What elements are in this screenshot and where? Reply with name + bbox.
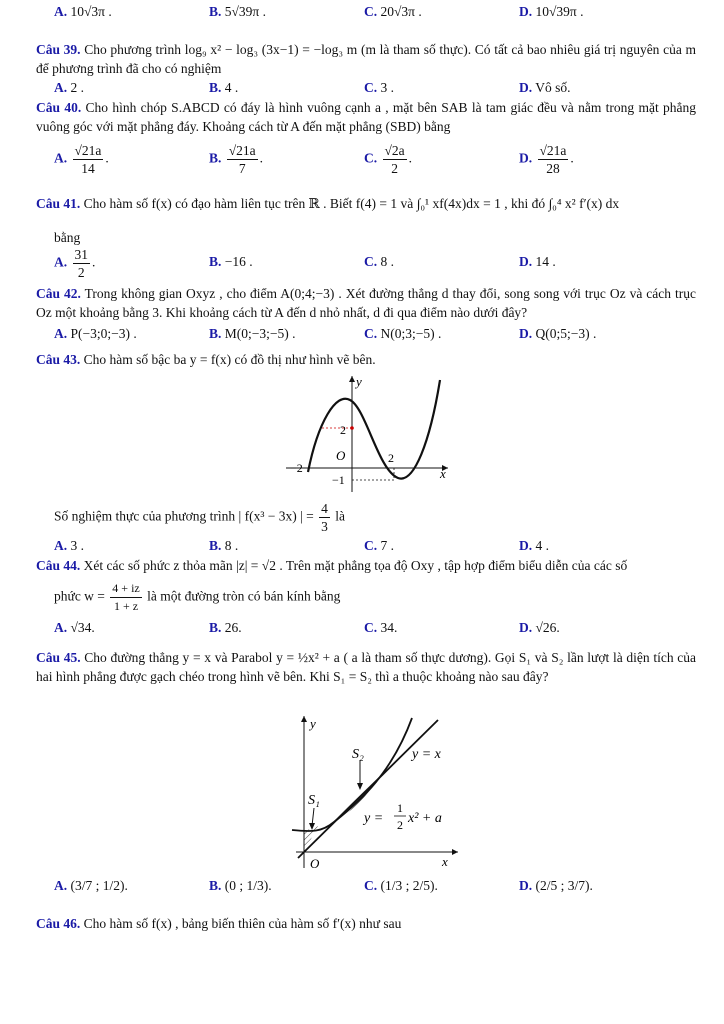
question-40-text: Cho hình chóp S.ABCD có đáy là hình vuông cạnh a , mặt bên SAB là tam giác đều và nằm trong mặt phẳng vuông góc với mặt phẳng đáy. Khoảng cách từ A đến mặt phẳng (SBD) bằng bbox=[36, 100, 696, 134]
q41-answer-a[interactable]: A. $\frac{31}{2}$ . bbox=[54, 247, 96, 280]
q44-answer-a[interactable]: A. √34. bbox=[54, 620, 95, 635]
question-42: Câu 42. Trong không gian Oxyz , cho điểm A(0;4;−3) . Xét đường thẳng d thay đổi, song song với trục Oz và cách trục Oz một khoảng bằng 3. Khi khoảng cách từ A đến d nhỏ nhất, d đi qua điểm nào dưới đây? bbox=[36, 286, 696, 320]
q43-answer-a[interactable]: A. 3 . bbox=[54, 538, 84, 553]
question-46: Câu 46. Cho hàm số f(x) , bảng biến thiên của hàm số f′(x) như sau bbox=[36, 916, 402, 931]
q45-answers bbox=[54, 878, 694, 910]
question-44: Câu 44. Xét các số phức z thỏa mãn |z| = √2 . Trên mặt phẳng tọa độ Oxy , tập hợp điểm biểu diễn của các số bbox=[36, 558, 628, 573]
q43-answer-d[interactable]: D. 4 . bbox=[519, 538, 549, 553]
q42-answer-c[interactable]: C. N(0;3;−5) . bbox=[364, 326, 442, 341]
question-46-text: Cho hàm số f(x) , bảng biến thiên của hàm số f′(x) như sau bbox=[83, 916, 402, 931]
equation: | f(x³ − 3x) | = bbox=[238, 508, 314, 524]
question-43-prompt: Số nghiệm thực của phương trình | f(x³ − 3x) | = $\frac{4}{3}$ là bbox=[54, 501, 346, 534]
q40-answers bbox=[54, 142, 694, 182]
q38-answer-d[interactable]: D. 10√39π . bbox=[519, 4, 584, 19]
q38-answer-a[interactable]: A. 10√3π . bbox=[54, 4, 112, 19]
q44-answer-b[interactable]: B. 26. bbox=[209, 620, 242, 635]
tick-label-y2: 2 bbox=[340, 423, 346, 437]
x-axis-arrow-icon bbox=[452, 849, 458, 855]
tick-label-x2: 2 bbox=[388, 451, 394, 465]
q40-answer-a[interactable]: A. $\frac{√21a}{14}$ . bbox=[54, 143, 109, 176]
q42-answers bbox=[54, 326, 694, 346]
parabola-curve bbox=[292, 718, 412, 831]
q42-answer-a[interactable]: A. P(−3;0;−3) . bbox=[54, 326, 137, 341]
origin-label: O bbox=[310, 856, 320, 871]
line-y-eq-x bbox=[298, 720, 438, 858]
y-axis-label: y bbox=[310, 716, 316, 731]
q45-answer-b[interactable]: B. (0 ; 1/3). bbox=[209, 878, 272, 893]
question-40: Câu 40. Cho hình chóp S.ABCD có đáy là hình vuông cạnh a , mặt bên SAB là tam giác đều và nằm trong mặt phẳng vuông góc với mặt phẳng đáy. Khoảng cách từ A đến mặt phẳng (SBD) bằng bbox=[36, 100, 696, 134]
q39-answers bbox=[54, 80, 694, 100]
cubic-graph bbox=[282, 372, 452, 494]
q38-answer-c[interactable]: C. 20√3π . bbox=[364, 4, 422, 19]
tick-label-xm2: −2 bbox=[290, 461, 303, 475]
tick-label-ym1: −1 bbox=[332, 473, 345, 487]
y-axis-label: y bbox=[356, 374, 362, 389]
q43-answer-b[interactable]: B. 8 . bbox=[209, 538, 239, 553]
parabola-label-suffix: x² + a bbox=[408, 811, 442, 826]
cubic-curve bbox=[308, 380, 440, 479]
q40-answer-d[interactable]: D. $\frac{√21a}{28}$ . bbox=[519, 143, 574, 176]
parabola-label-half-den: 2 bbox=[397, 818, 403, 832]
q41-answers bbox=[54, 246, 694, 286]
question-41-text: Cho hàm số f(x) có đạo hàm liên tục trên ℝ . Biết f(4) = 1 và ∫₀¹ xf(4x)dx = 1 , khi đó ∫₀⁴ x² f′(x) dx bbox=[83, 196, 620, 211]
x-axis-label: x bbox=[442, 854, 448, 869]
q39-answer-a[interactable]: A. 2 . bbox=[54, 80, 84, 95]
s2-pointer-arrow-icon bbox=[357, 783, 363, 790]
q39-answer-c[interactable]: C. 3 . bbox=[364, 80, 394, 95]
q43-answer-c[interactable]: C. 7 . bbox=[364, 538, 394, 553]
parabola-label-prefix: y = bbox=[364, 811, 384, 826]
question-41-continued: bằng bbox=[54, 230, 81, 245]
question-44-text: Xét các số phức z thỏa mãn |z| = √2 . Trên mặt phẳng tọa độ Oxy , tập hợp điểm biểu diễn của các số bbox=[83, 558, 628, 573]
s2-label: S₂ bbox=[352, 747, 364, 762]
question-44-continued: phức w = $\frac{4 + iz}{1 + z}$ là một đường tròn có bán kính bằng bbox=[54, 581, 341, 613]
q41-answer-d[interactable]: D. 14 . bbox=[519, 254, 556, 269]
q41-answer-c[interactable]: C. 8 . bbox=[364, 254, 394, 269]
question-39: Câu 39. Cho phương trình log₉ x² − log₃ (3x−1) = −log₃ m (m là tham số thực). Có tất cả bao nhiêu giá trị nguyên của m để phương trình đã cho có nghiệm bbox=[36, 42, 697, 76]
q44-answers bbox=[54, 620, 694, 640]
q42-answer-b[interactable]: B. M(0;−3;−5) . bbox=[209, 326, 296, 341]
q44-answer-d[interactable]: D. √26. bbox=[519, 620, 560, 635]
point-0-2 bbox=[350, 426, 354, 430]
q38-answers bbox=[54, 4, 694, 24]
q45-answer-d[interactable]: D. (2/5 ; 3/7). bbox=[519, 878, 593, 893]
y-axis-arrow-icon bbox=[349, 376, 355, 382]
q45-answer-a[interactable]: A. (3/7 ; 1/2). bbox=[54, 878, 128, 893]
question-45: Câu 45. Cho đường thẳng y = x và Parabol y = ½x² + a ( a là tham số thực dương). Gọi S₁ và S₂ lần lượt là diện tích của hai hình phẳng được gạch chéo trong hình vẽ bên. Khi S₁ = S₂ thì a thuộc khoảng nào sau đây? bbox=[36, 650, 696, 684]
y-axis-arrow-icon bbox=[301, 716, 307, 722]
q40-answer-c[interactable]: C. $\frac{√2a}{2}$ . bbox=[364, 143, 413, 176]
question-41: Câu 41. Cho hàm số f(x) có đạo hàm liên tục trên ℝ . Biết f(4) = 1 và ∫₀¹ xf(4x)dx = 1 , khi đó ∫₀⁴ x² f′(x) dx bbox=[36, 196, 620, 211]
question-43-text: Cho hàm số bậc ba y = f(x) có đồ thị như hình vẽ bên. bbox=[83, 352, 376, 367]
q39-answer-b[interactable]: B. 4 . bbox=[209, 80, 239, 95]
question-42-text: Trong không gian Oxyz , cho điểm A(0;4;−3) . Xét đường thẳng d thay đổi, song song với trục Oz và cách trục Oz một khoảng bằng 3. Khi khoảng cách từ A đến d nhỏ nhất, d đi qua điểm nào dưới đây? bbox=[36, 286, 696, 320]
question-45-text: Cho đường thẳng y = x và Parabol y = ½x² + a ( a là tham số thực dương). Gọi S₁ và S₂ lần lượt là diện tích của hai hình phẳng được gạch chéo trong hình vẽ bên. Khi S₁ = S₂ thì a thuộc khoảng nào sau đây? bbox=[36, 650, 696, 684]
parabola-graph bbox=[262, 712, 462, 872]
question-43: Câu 43. Cho hàm số bậc ba y = f(x) có đồ thị như hình vẽ bên. bbox=[36, 352, 376, 367]
q40-answer-b[interactable]: B. $\frac{√21a}{7}$ . bbox=[209, 143, 264, 176]
s1-label: S₁ bbox=[308, 793, 320, 808]
origin-label: O bbox=[336, 448, 346, 463]
q39-answer-d[interactable]: D. Vô số. bbox=[519, 80, 571, 95]
q44-answer-c[interactable]: C. 34. bbox=[364, 620, 398, 635]
q41-answer-b[interactable]: B. −16 . bbox=[209, 254, 253, 269]
question-39-text: Cho phương trình log₉ x² − log₃ (3x−1) = −log₃ m (m là tham số thực). Có tất cả bao nhiêu giá trị nguyên của m để phương trình đã cho có nghiệm bbox=[36, 42, 697, 76]
q45-answer-c[interactable]: C. (1/3 ; 2/5). bbox=[364, 878, 438, 893]
q38-answer-b[interactable]: B. 5√39π . bbox=[209, 4, 266, 19]
line-label: y = x bbox=[412, 747, 441, 762]
parabola-label-half-num: 1 bbox=[397, 801, 403, 815]
q43-answers bbox=[54, 538, 694, 558]
x-axis-label: x bbox=[440, 466, 446, 481]
q42-answer-d[interactable]: D. Q(0;5;−3) . bbox=[519, 326, 597, 341]
